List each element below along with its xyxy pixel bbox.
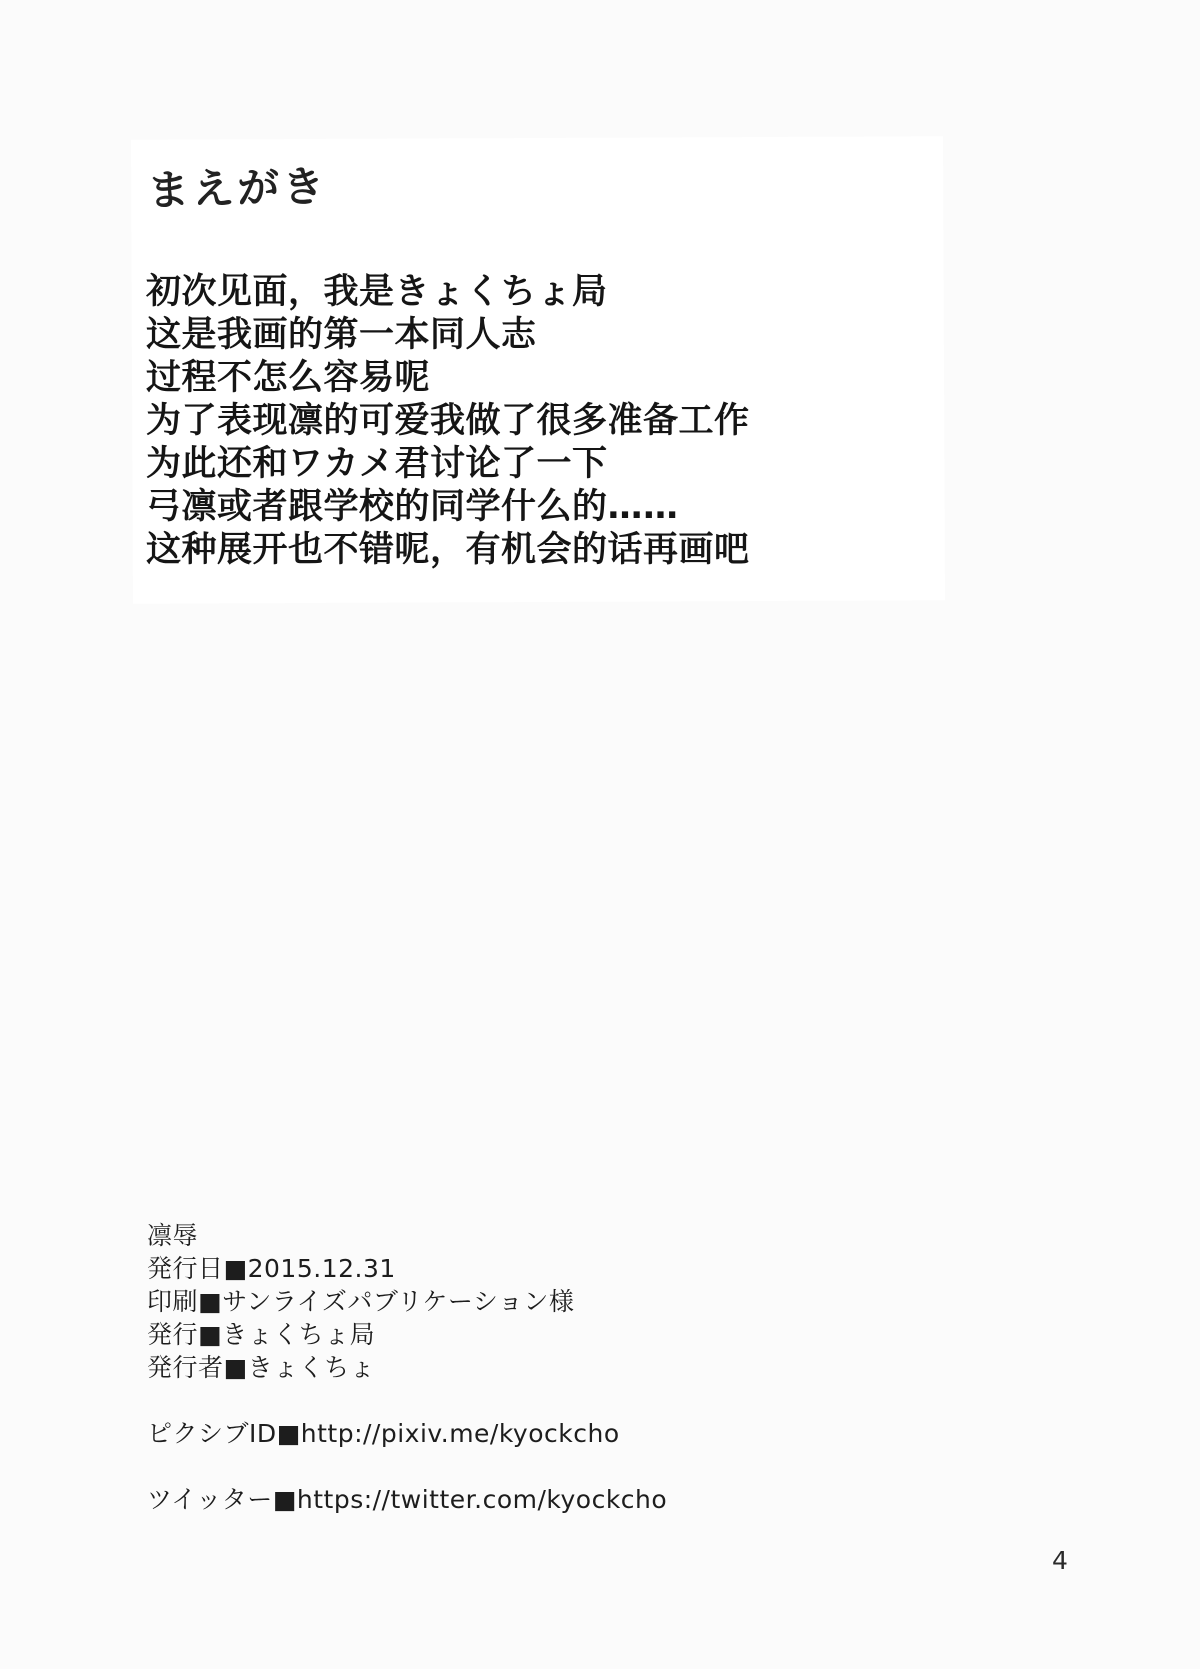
- colophon-twitter-line: ツイッター■https://twitter.com/kyockcho: [147, 1485, 668, 1514]
- preface-line: 过程不怎么容易呢: [146, 358, 431, 398]
- colophon: [147, 1219, 847, 1516]
- preface-body: [146, 271, 926, 572]
- colophon-printer-line: 印刷■サンライズパブリケーション様: [147, 1287, 575, 1316]
- colophon-work-title: 凛辱: [147, 1221, 199, 1250]
- preface-line: 这是我画的第一本同人志: [146, 315, 537, 355]
- colophon-author-line: 発行者■きょくちょ: [147, 1353, 376, 1382]
- preface-line: 初次见面，我是きょくちょ局: [146, 272, 608, 312]
- colophon-publish-date-line: 発行日■2015.12.31: [147, 1254, 396, 1283]
- colophon-pixiv-id-line: ピクシブID■http://pixiv.me/kyockcho: [147, 1419, 620, 1448]
- preface-heading: まえがき: [146, 161, 328, 216]
- preface-line: 为了表现凛的可爱我做了很多准备工作: [146, 401, 750, 441]
- preface-line: 这种展开也不错呢，有机会的话再画吧: [146, 530, 750, 570]
- page-number: 4: [1052, 1546, 1068, 1575]
- preface-line: 为此还和ワカメ君讨论了一下: [146, 444, 608, 484]
- preface-line: 弓凛或者跟学校的同学什么的……: [146, 487, 679, 527]
- colophon-publisher-line: 発行■きょくちょ局: [147, 1320, 376, 1349]
